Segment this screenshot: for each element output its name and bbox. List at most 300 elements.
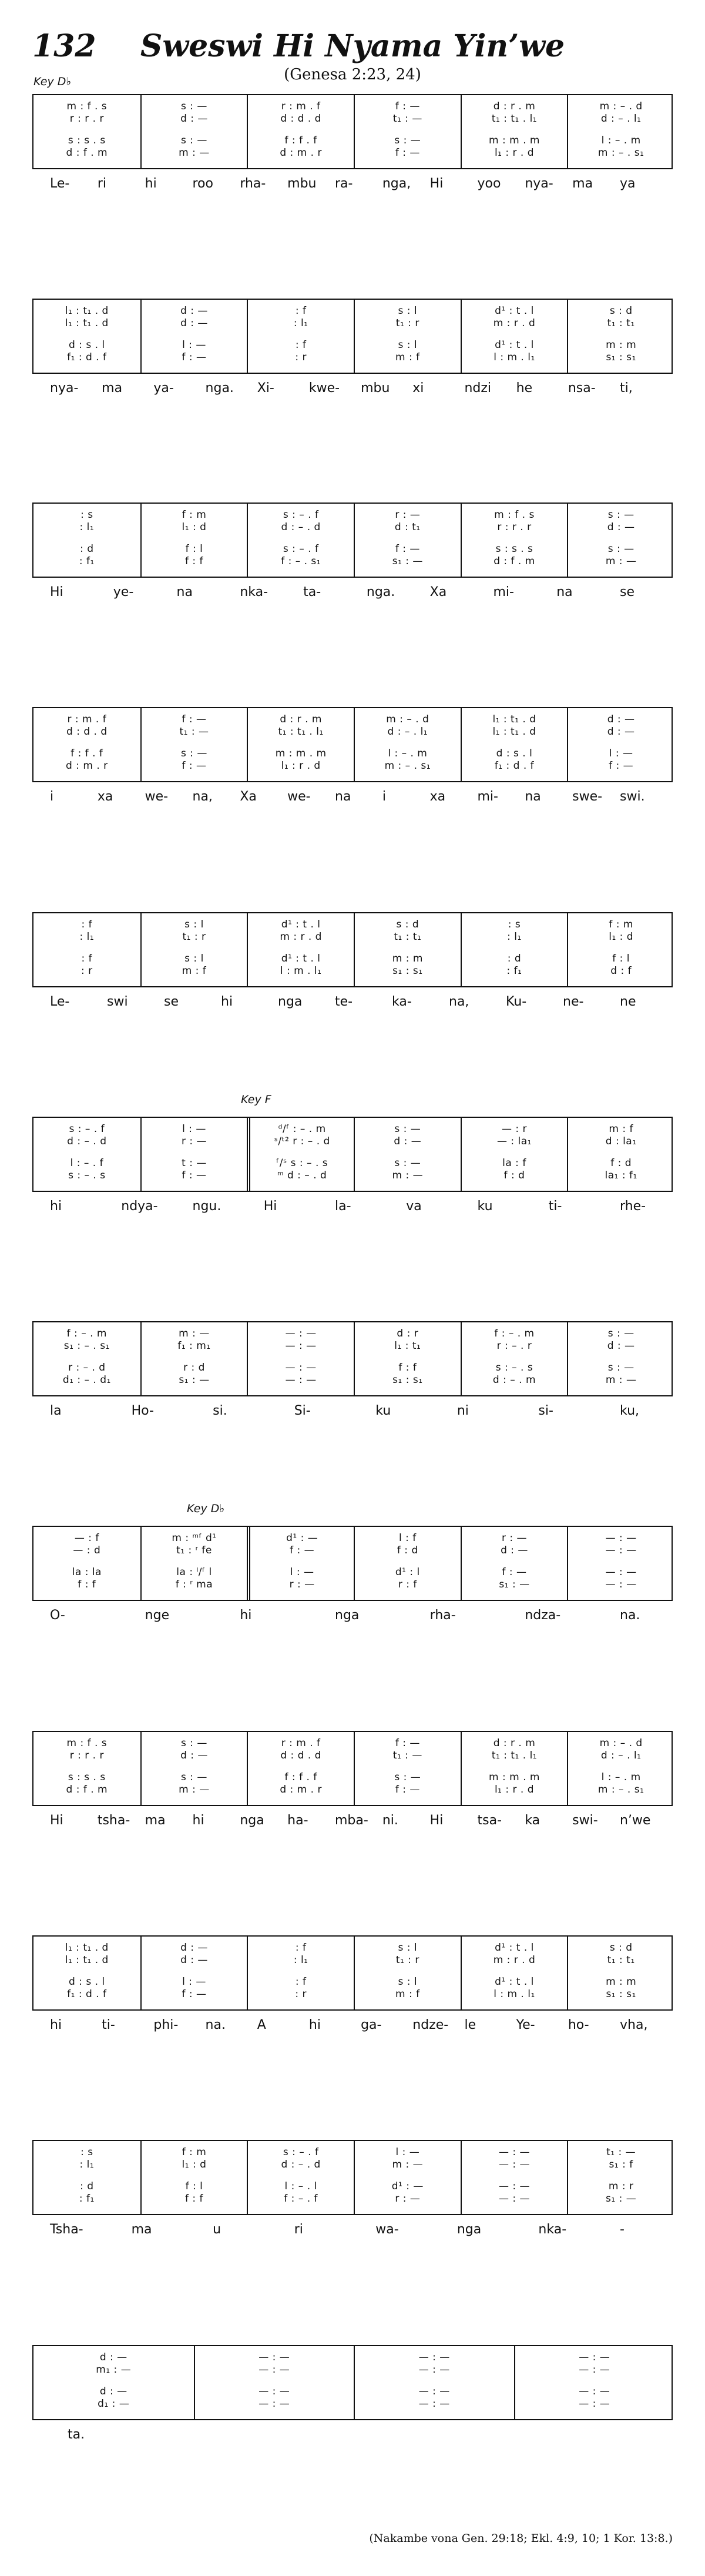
solfa-notes: s : — (394, 135, 421, 146)
solfa-notes: s : — (394, 1771, 421, 1783)
solfa-notes: f : — (395, 543, 420, 555)
notation-system (32, 299, 673, 374)
solfa-notes: m : m (606, 339, 637, 351)
solfa-notes: : f (295, 1942, 307, 1954)
lyric-syllable: hi (50, 1199, 62, 1214)
solfa-notes: r : r . r (69, 113, 104, 125)
measure (33, 504, 140, 577)
solfa-notes: l₁ : t₁ . d (65, 1954, 109, 1966)
solfa-notes: d : — (99, 2386, 127, 2397)
solfa-notes: l₁ : t₁ . d (492, 726, 536, 738)
solfa-notes: ᵈ/ᶠ : – . m (278, 1123, 326, 1135)
lyric-syllable: ma (102, 381, 123, 396)
solfa-notes: — : — (258, 2386, 290, 2397)
measure (354, 1118, 461, 1191)
measure (140, 504, 247, 577)
solfa-notes: f₁ : d . f (494, 760, 535, 772)
lyric-syllable: xa (429, 789, 446, 804)
solfa-notes: d : r (397, 1328, 419, 1339)
solfa-notes: — : — (605, 1579, 637, 1590)
lyrics-line (32, 789, 673, 809)
solfa-notes: : l₁ (79, 931, 95, 943)
measure (33, 2141, 140, 2214)
solfa-notes: l₁ : t₁ . d (65, 1942, 109, 1954)
solfa-notes: s : — (607, 509, 634, 521)
solfa-notes: f : — (182, 760, 207, 772)
solfa-notes: m : f (182, 965, 207, 977)
solfa-notes: m : – . s₁ (597, 1784, 644, 1796)
measure (567, 1527, 674, 1600)
solfa-notes: d : — (99, 2351, 127, 2363)
measure (33, 1937, 140, 2009)
solfa-notes: s : — (394, 1123, 421, 1135)
solfa-notes: s : – . s (68, 1170, 106, 1181)
solfa-notes: f₁ : d . f (67, 351, 107, 363)
measure (567, 708, 674, 781)
lyric-syllable: mi- (493, 585, 514, 599)
solfa-notes: d : – . l₁ (387, 726, 428, 738)
solfa-notes: : l₁ (79, 2159, 95, 2170)
solfa-notes: r : — (289, 1579, 315, 1590)
solfa-notes: d : s . l (496, 748, 533, 759)
measure (140, 1527, 247, 1600)
lyric-syllable: nge (145, 1608, 170, 1623)
solfa-notes: d₁ : – . d₁ (62, 1374, 111, 1386)
solfa-notes: ᶠ/ˢ s : – . s (276, 1157, 328, 1169)
solfa-notes: s : — (607, 1362, 634, 1374)
solfa-notes: d : r . m (493, 1737, 536, 1749)
solfa-notes: d : – . d (281, 521, 321, 533)
solfa-notes: l : – . m (388, 748, 428, 759)
solfa-notes: d : m . r (280, 147, 322, 159)
lyric-syllable: ya- (153, 381, 174, 396)
solfa-notes: d¹ : t . l (281, 919, 321, 930)
solfa-notes: d : d . d (66, 726, 108, 738)
measure (247, 2141, 354, 2214)
measure (140, 913, 247, 986)
solfa-notes: f : f (184, 555, 203, 567)
measure (247, 708, 354, 781)
hymn-title: Sweswi Hi Nyama Yin’we (140, 28, 565, 64)
measure (33, 300, 140, 373)
lyric-syllable: mbu (361, 381, 390, 396)
solfa-notes: — : r (501, 1123, 527, 1135)
solfa-notes: m : — (179, 147, 210, 159)
solfa-notes: d¹ : t . l (495, 1942, 534, 1954)
lyric-syllable: i (50, 789, 54, 804)
solfa-notes: — : d (73, 1545, 101, 1556)
solfa-notes: f : f (78, 1579, 96, 1590)
solfa-notes: s : s . s (68, 135, 106, 146)
lyric-syllable: ndza- (525, 1608, 561, 1623)
measure (461, 1118, 568, 1191)
solfa-notes: t₁ : t₁ (394, 931, 422, 943)
solfa-notes: t₁ : r (182, 931, 206, 943)
lyric-syllable: nga. (205, 381, 234, 396)
measure (461, 2141, 568, 2214)
measure (461, 913, 568, 986)
solfa-notes: : s (80, 2146, 93, 2158)
solfa-notes: — : — (418, 2351, 450, 2363)
solfa-notes: s : l (398, 339, 418, 351)
measure (461, 1732, 568, 1805)
solfa-notes: d : — (180, 317, 208, 329)
lyric-syllable: mi- (477, 789, 498, 804)
lyric-syllable: le (464, 2018, 476, 2032)
measure (354, 708, 461, 781)
notation-system (32, 1935, 673, 2011)
solfa-notes: f : m (182, 2146, 207, 2158)
solfa-notes: s₁ : – . s₁ (63, 1340, 110, 1352)
solfa-notes: f : — (395, 101, 420, 112)
solfa-notes: m : – . s₁ (384, 760, 431, 772)
solfa-notes: d : – . l₁ (600, 1750, 642, 1761)
solfa-notes: t₁ : t₁ (607, 1954, 635, 1966)
solfa-notes: : l₁ (507, 931, 522, 943)
solfa-notes: m : f (609, 1123, 633, 1135)
solfa-notes: : f (295, 339, 307, 351)
measure (567, 300, 674, 373)
solfa-notes: ˢ/ᵗ² r : – . d (274, 1135, 330, 1147)
lyric-syllable: ri (97, 176, 106, 191)
solfa-notes: f : m (182, 509, 207, 521)
lyric-syllable: ne (620, 994, 636, 1009)
lyric-syllable: ti, (620, 381, 633, 396)
solfa-notes: — : — (498, 2159, 530, 2170)
solfa-notes: t₁ : r (395, 317, 419, 329)
lyrics-line (32, 2018, 673, 2038)
solfa-notes: m : – . d (599, 101, 643, 112)
solfa-notes: m : — (605, 1374, 637, 1386)
solfa-notes: f : f (398, 1362, 417, 1374)
solfa-notes: f : – . s₁ (281, 555, 321, 567)
solfa-notes: l : f (398, 1532, 417, 1544)
measure (33, 1527, 140, 1600)
lyric-syllable: Hi (429, 1813, 444, 1828)
lyrics-line (32, 1403, 673, 1423)
lyric-syllable: ndya- (121, 1199, 158, 1214)
notation-system (32, 503, 673, 578)
lyric-syllable: Hi (429, 176, 444, 191)
solfa-notes: — : — (579, 2386, 610, 2397)
solfa-notes: : f (295, 1976, 307, 1988)
solfa-notes: — : — (605, 1566, 637, 1578)
solfa-notes: m : f (395, 1988, 420, 2000)
solfa-notes: — : — (605, 1545, 637, 1556)
lyric-syllable: ri (294, 2222, 303, 2237)
solfa-notes: t : — (182, 1157, 207, 1169)
solfa-notes: r : — (501, 1532, 527, 1544)
measure (247, 1937, 354, 2009)
lyric-syllable: ma (145, 1813, 166, 1828)
lyrics-line (32, 2222, 673, 2242)
solfa-notes: r : – . d (68, 1362, 106, 1374)
solfa-notes: s : – . f (69, 1123, 105, 1135)
solfa-notes: s : d (609, 305, 633, 317)
lyric-syllable: yoo (477, 176, 501, 191)
solfa-notes: m : m (606, 1976, 637, 1988)
solfa-notes: d : — (501, 1545, 528, 1556)
lyric-syllable: si. (213, 1403, 227, 1418)
solfa-notes: d : d . d (280, 1750, 321, 1761)
measure (140, 300, 247, 373)
solfa-notes: l : — (609, 748, 633, 759)
footnote: (Nakambe vona Gen. 29:18; Ekl. 4:9, 10; 1 Kor. 13:8.) (369, 2532, 673, 2545)
solfa-notes: — : f (74, 1532, 99, 1544)
measure (33, 708, 140, 781)
solfa-notes: s : s . s (495, 543, 533, 555)
solfa-notes: — : — (285, 1340, 317, 1352)
solfa-notes: l : — (182, 1976, 206, 1988)
measure (567, 1732, 674, 1805)
solfa-notes: : f₁ (79, 555, 95, 567)
solfa-notes: s : — (607, 543, 634, 555)
solfa-notes: l₁ : t₁ (394, 1340, 421, 1352)
solfa-notes: f : l (612, 953, 630, 964)
lyric-syllable: va (406, 1199, 422, 1214)
solfa-notes: s₁ : s₁ (392, 965, 423, 977)
lyric-syllable: hi (145, 176, 157, 191)
solfa-notes: f : — (182, 1170, 207, 1181)
solfa-notes: s : s . s (68, 1771, 106, 1783)
solfa-notes: l₁ : r . d (281, 760, 321, 772)
solfa-notes: — : — (498, 2193, 530, 2205)
solfa-notes: — : la₁ (496, 1135, 532, 1147)
solfa-notes: r : r . r (497, 521, 532, 533)
lyric-syllable: Hi (263, 1199, 277, 1214)
lyric-syllable: hi (221, 994, 233, 1009)
solfa-notes: m : r (608, 2180, 634, 2192)
lyric-syllable: he (516, 381, 533, 396)
measure (567, 504, 674, 577)
lyric-syllable: si- (538, 1403, 553, 1418)
solfa-notes: : s (80, 509, 93, 521)
solfa-notes: d : — (180, 1954, 208, 1966)
solfa-notes: t₁ : — (606, 2146, 636, 2158)
solfa-notes: d¹ : l (395, 1566, 420, 1578)
solfa-notes: f₁ : d . f (67, 1988, 107, 2000)
measure (33, 2346, 194, 2419)
measure (461, 300, 568, 373)
lyric-syllable: ma (131, 2222, 152, 2237)
solfa-notes: f : — (502, 1566, 527, 1578)
lyrics-line (32, 585, 673, 605)
lyric-syllable: ni. (382, 1813, 398, 1828)
solfa-notes: s : – . s (495, 1362, 533, 1374)
measure (33, 1118, 140, 1191)
solfa-notes: — : — (579, 2364, 610, 2376)
solfa-notes: la : la (72, 1566, 102, 1578)
solfa-notes: d¹ : t . l (281, 953, 321, 964)
solfa-notes: m : f . s (66, 1737, 108, 1749)
solfa-notes: s : — (181, 1737, 207, 1749)
lyric-syllable: se (164, 994, 179, 1009)
lyric-syllable: la- (335, 1199, 351, 1214)
measure (247, 95, 354, 168)
solfa-notes: r : m . f (67, 713, 107, 725)
lyric-syllable: nka- (240, 585, 268, 599)
measure (33, 1732, 140, 1805)
lyric-syllable: - (620, 2222, 625, 2237)
solfa-notes: t₁ : — (179, 726, 209, 738)
solfa-notes: d : f . m (494, 555, 535, 567)
lyric-syllable: na (176, 585, 193, 599)
solfa-notes: : d (80, 543, 94, 555)
solfa-notes: r : — (181, 1135, 207, 1147)
measure (33, 95, 140, 168)
lyrics-line (32, 994, 673, 1014)
notation-system (32, 912, 673, 987)
solfa-notes: r : m . f (281, 1737, 321, 1749)
lyric-syllable: nka- (538, 2222, 567, 2237)
lyric-syllable: swi- (572, 1813, 598, 1828)
solfa-notes: d : – . l₁ (600, 113, 642, 125)
lyric-syllable: nya- (50, 381, 79, 396)
lyrics-line (32, 2427, 673, 2447)
solfa-notes: t₁ : t₁ . l₁ (491, 1750, 538, 1761)
solfa-notes: r : f (398, 1579, 417, 1590)
lyric-syllable: phi- (153, 2018, 179, 2032)
solfa-notes: r : – . r (496, 1340, 532, 1352)
solfa-notes: r : — (395, 509, 421, 521)
lyrics-line (32, 1199, 673, 1219)
solfa-notes: s : l (184, 919, 204, 930)
lyric-syllable: ka (525, 1813, 540, 1828)
lyric-syllable: ha- (287, 1813, 308, 1828)
measure (567, 1322, 674, 1395)
solfa-notes: l₁ : r . d (494, 147, 535, 159)
lyric-syllable: na, (192, 789, 213, 804)
solfa-notes: d : m . r (66, 760, 108, 772)
solfa-notes: f : — (182, 1988, 207, 2000)
lyric-syllable: nga (278, 994, 303, 1009)
lyric-syllable: la (50, 1403, 62, 1418)
solfa-notes: l : – . m (601, 1771, 641, 1783)
solfa-notes: f : d (503, 1170, 525, 1181)
solfa-notes: m : m . m (489, 135, 540, 146)
measure (247, 1118, 354, 1191)
measure (354, 1937, 461, 2009)
lyric-syllable: Xa (240, 789, 257, 804)
lyric-syllable: Xi- (257, 381, 274, 396)
lyric-syllable: ndze- (412, 2018, 449, 2032)
measure (461, 95, 568, 168)
lyric-syllable: hi (192, 1813, 204, 1828)
solfa-notes: l : — (182, 339, 206, 351)
solfa-notes: f : – . m (494, 1328, 535, 1339)
lyric-syllable: se (620, 585, 634, 599)
solfa-notes: d : m . r (280, 1784, 322, 1796)
lyric-syllable: ye- (113, 585, 134, 599)
solfa-notes: m : m . m (489, 1771, 540, 1783)
lyric-syllable: ku (375, 1403, 391, 1418)
solfa-notes: t₁ : t₁ . l₁ (491, 113, 538, 125)
solfa-notes: l : m . l₁ (280, 965, 322, 977)
lyrics-line (32, 381, 673, 401)
solfa-notes: : d (507, 953, 522, 964)
lyric-syllable: ka- (392, 994, 412, 1009)
lyric-syllable: na (335, 789, 351, 804)
solfa-notes: t₁ : — (392, 113, 422, 125)
measure (567, 2141, 674, 2214)
solfa-notes: s : l (184, 953, 204, 964)
lyric-syllable: vha, (620, 2018, 648, 2032)
lyric-syllable: ku (477, 1199, 493, 1214)
measure (567, 1118, 674, 1191)
solfa-notes: f : – . f (284, 2193, 318, 2205)
solfa-notes: l₁ : d (609, 931, 634, 943)
solfa-notes: m : r . d (280, 931, 322, 943)
solfa-notes: m : — (392, 1170, 424, 1181)
solfa-notes: la : ˡ/ᶠ l (176, 1566, 212, 1578)
lyric-syllable: te- (335, 994, 353, 1009)
solfa-notes: d : — (180, 305, 208, 317)
solfa-notes: m : – . d (599, 1737, 643, 1749)
solfa-notes: : d (80, 2180, 94, 2192)
lyric-syllable: mbu (287, 176, 317, 191)
lyric-syllable: nsa- (568, 381, 596, 396)
solfa-notes: d : — (394, 1135, 422, 1147)
solfa-notes: t₁ : t₁ . l₁ (278, 726, 324, 738)
solfa-notes: m : — (179, 1784, 210, 1796)
solfa-notes: : s (508, 919, 521, 930)
solfa-notes: — : — (605, 1532, 637, 1544)
solfa-notes: s : d (396, 919, 419, 930)
measure (567, 913, 674, 986)
solfa-notes: d¹ : t . l (495, 339, 534, 351)
solfa-notes: s : — (181, 748, 207, 759)
solfa-notes: m₁ : — (96, 2364, 132, 2376)
solfa-notes: d : — (607, 521, 635, 533)
measure (461, 708, 568, 781)
solfa-notes: d : f (610, 965, 632, 977)
lyric-syllable: rhe- (620, 1199, 646, 1214)
lyric-syllable: xa (97, 789, 113, 804)
lyric-syllable: mba- (335, 1813, 368, 1828)
solfa-notes: l₁ : t₁ . d (492, 713, 536, 725)
solfa-notes: : r (295, 351, 307, 363)
measure (140, 1118, 247, 1191)
measure (354, 1732, 461, 1805)
solfa-notes: r : — (395, 2193, 421, 2205)
solfa-notes: d : s . l (69, 1976, 105, 1988)
lyric-syllable: kwe- (308, 381, 340, 396)
solfa-notes: s : – . f (283, 2146, 319, 2158)
lyric-syllable: Xa (429, 585, 447, 599)
measure (461, 1322, 568, 1395)
notation-system (32, 1731, 673, 1806)
lyric-syllable: nga (335, 1608, 360, 1623)
solfa-notes: : r (81, 965, 93, 977)
measure (33, 913, 140, 986)
lyric-syllable: tsa- (477, 1813, 502, 1828)
solfa-notes: m : m . m (275, 748, 327, 759)
solfa-notes: f : — (290, 1545, 315, 1556)
lyric-syllable: ngu. (192, 1199, 221, 1214)
lyrics-line (32, 1813, 673, 1833)
solfa-notes: m : f . s (494, 509, 535, 521)
lyric-syllable: nga. (366, 585, 395, 599)
solfa-notes: — : — (285, 1362, 317, 1374)
lyrics-line (32, 1608, 673, 1628)
lyric-syllable: ta. (68, 2427, 85, 2442)
lyric-syllable: ti- (548, 1199, 562, 1214)
measure (140, 1937, 247, 2009)
solfa-notes: m : m (392, 953, 423, 964)
lyric-syllable: swe- (572, 789, 603, 804)
solfa-notes: f : d (610, 1157, 632, 1169)
lyric-syllable: swi. (620, 789, 645, 804)
